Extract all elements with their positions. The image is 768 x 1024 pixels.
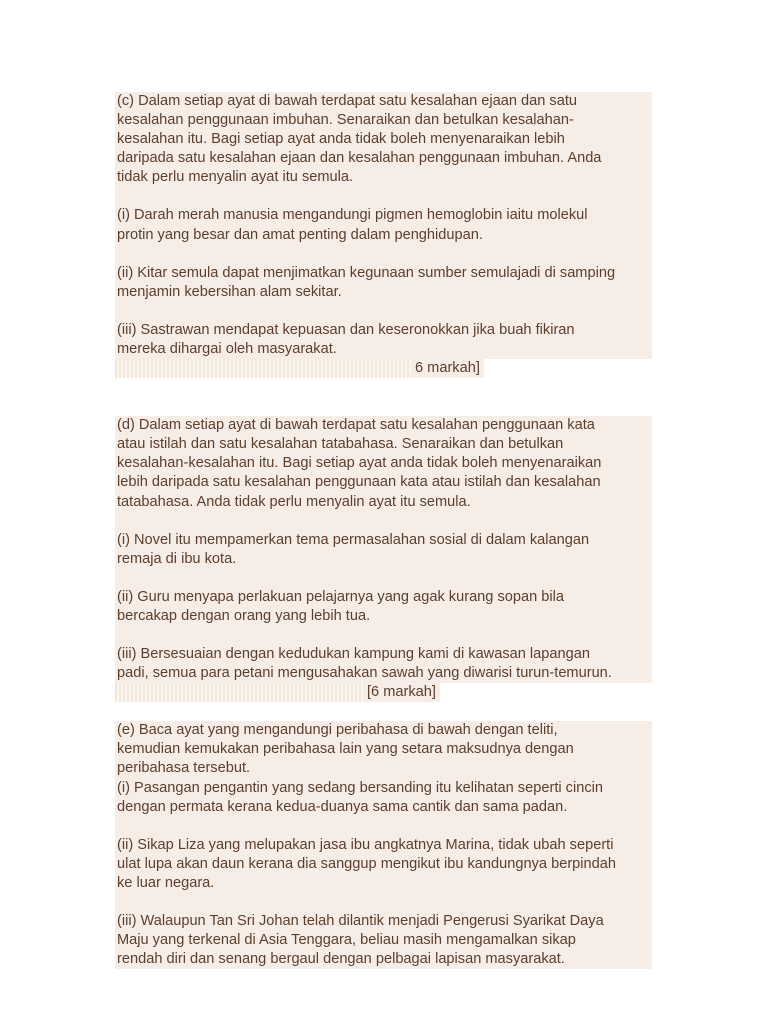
document-page [115, 92, 652, 969]
section-d-item-i-line: (i) Novel itu mempamerkan tema permasalahan sosial di dalam kalangan [115, 531, 652, 550]
section-e-item-i-line: (i) Pasangan pengantin yang sedang bersanding itu kelihatan seperti cincin [115, 779, 652, 798]
section-c-item-ii-line: menjamin kebersihan alam sekitar. [115, 283, 652, 302]
section-c-marks-row [115, 359, 652, 378]
blank-line [115, 302, 652, 321]
section-e-item-i-line: dengan permata kerana kedua-duanya sama cantik dan sama padan. [115, 798, 652, 817]
section-c-instruction-line: kesalahan itu. Bagi setiap ayat anda tidak boleh menyenaraikan lebih [115, 130, 652, 149]
section-e [115, 721, 652, 969]
blank-line [115, 626, 652, 645]
section-d-instruction-line: lebih daripada satu kesalahan penggunaan kata atau istilah dan kesalahan [115, 473, 652, 492]
section-c-marks: 6 markah] [411, 359, 484, 378]
dotted-leader [115, 683, 363, 702]
section-c-item-iii-line: (iii) Sastrawan mendapat kepuasan dan keseronokkan jika buah fikiran [115, 321, 652, 340]
section-d-item-iii-line: (iii) Bersesuaian dengan kedudukan kampung kami di kawasan lapangan [115, 645, 652, 664]
blank-line [115, 569, 652, 588]
blank-line [115, 512, 652, 531]
section-d-marks: [6 markah] [363, 683, 440, 702]
section-e-item-iii-line: Maju yang terkenal di Asia Tenggara, beliau masih mengamalkan sikap [115, 931, 652, 950]
section-d-instruction-line: kesalahan-kesalahan itu. Bagi setiap ayat anda tidak boleh menyenaraikan [115, 454, 652, 473]
section-e-item-ii-line: ulat lupa akan daun kerana dia sanggup mengikut ibu kandungnya berpindah [115, 855, 652, 874]
section-c-instruction-line: (c) Dalam setiap ayat di bawah terdapat satu kesalahan ejaan dan satu [115, 92, 652, 111]
section-spacer [115, 378, 652, 416]
section-e-instruction-line: kemudian kemukakan peribahasa lain yang setara maksudnya dengan [115, 740, 652, 759]
section-c-item-iii-line: mereka dihargai oleh masyarakat. [115, 340, 652, 359]
section-d-instruction-line: atau istilah dan satu kesalahan tatabahasa. Senaraikan dan betulkan [115, 435, 652, 454]
dotted-leader [115, 359, 411, 378]
section-c [115, 92, 652, 378]
section-e-item-iii-line: (iii) Walaupun Tan Sri Johan telah dilantik menjadi Pengerusi Syarikat Daya [115, 912, 652, 931]
section-e-item-iii-line: rendah diri dan senang bergaul dengan pelbagai lapisan masyarakat. [115, 950, 652, 969]
section-spacer [115, 702, 652, 721]
blank-line [115, 817, 652, 836]
section-d-item-ii-line: (ii) Guru menyapa perlakuan pelajarnya yang agak kurang sopan bila [115, 588, 652, 607]
blank-line [115, 245, 652, 264]
section-d-item-ii-line: bercakap dengan orang yang lebih tua. [115, 607, 652, 626]
section-d-instruction-line: tatabahasa. Anda tidak perlu menyalin ayat itu semula. [115, 493, 652, 512]
section-d-instruction-line: (d) Dalam setiap ayat di bawah terdapat satu kesalahan penggunaan kata [115, 416, 652, 435]
section-d-item-i-line: remaja di ibu kota. [115, 550, 652, 569]
blank-line [115, 893, 652, 912]
section-c-item-i-line: (i) Darah merah manusia mengandungi pigmen hemoglobin iaitu molekul [115, 206, 652, 225]
section-c-item-ii-line: (ii) Kitar semula dapat menjimatkan kegunaan sumber semulajadi di samping [115, 264, 652, 283]
section-e-item-ii-line: (ii) Sikap Liza yang melupakan jasa ibu angkatnya Marina, tidak ubah seperti [115, 836, 652, 855]
section-d-item-iii-line: padi, semua para petani mengusahakan sawah yang diwarisi turun-temurun. [115, 664, 652, 683]
section-c-instruction-line: tidak perlu menyalin ayat itu semula. [115, 168, 652, 187]
section-d [115, 416, 652, 702]
section-e-instruction-line: (e) Baca ayat yang mengandungi peribahasa di bawah dengan teliti, [115, 721, 652, 740]
section-d-marks-row [115, 683, 652, 702]
section-c-item-i-line: protin yang besar dan amat penting dalam penghidupan. [115, 226, 652, 245]
section-e-item-ii-line: ke luar negara. [115, 874, 652, 893]
blank-line [115, 187, 652, 206]
section-c-instruction-line: kesalahan penggunaan imbuhan. Senaraikan dan betulkan kesalahan- [115, 111, 652, 130]
section-e-instruction-line: peribahasa tersebut. [115, 759, 652, 778]
section-c-instruction-line: daripada satu kesalahan ejaan dan kesalahan penggunaan imbuhan. Anda [115, 149, 652, 168]
